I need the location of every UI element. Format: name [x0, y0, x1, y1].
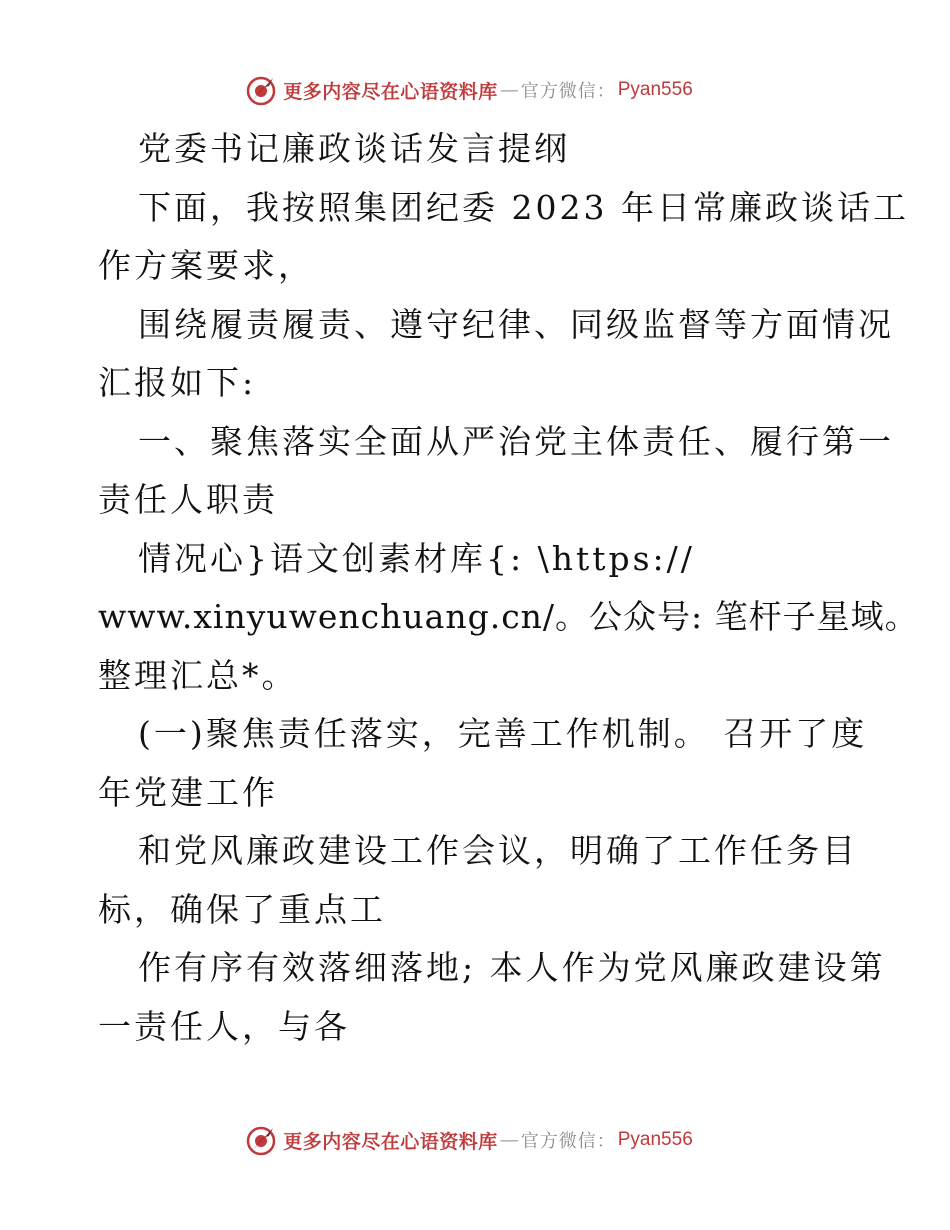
subsection-heading-line: (一)聚焦责任落实，完善工作机制。 召开了度 [138, 714, 868, 753]
paragraph-line: 围绕履责履责、遵守纪律、同级监督等方面情况 [138, 304, 894, 344]
paragraph-line: 汇报如下: [98, 363, 257, 402]
paragraph-line: 标，确保了重点工 [98, 889, 386, 929]
paragraph-line: 作有序有效落细落地; 本人作为党风廉政建设第 [138, 948, 886, 987]
watermark-title: 更多内容尽在心语资料库 [283, 1130, 498, 1153]
watermark-wechat-label: 官方微信： [520, 81, 616, 102]
section-heading-line: 一、聚焦落实全面从严治党主体责任、履行第一 [138, 421, 894, 461]
quill-logo-icon [243, 72, 279, 108]
watermark-title: 更多内容尽在心语资料库 [283, 80, 498, 103]
paragraph-line: 情况心}语文创素材库{: \https:// [138, 538, 695, 578]
paragraph-line: 年党建工作 [98, 772, 278, 812]
footer-watermark [0, 1122, 950, 1158]
header-watermark [0, 72, 950, 108]
watermark-wechat-id: Pyan556 [617, 1129, 693, 1150]
section-heading-line: 责任人职责 [98, 480, 278, 519]
watermark-separator: — [499, 1129, 519, 1151]
paragraph-line: 下面，我按照集团纪委 2023 年日常廉政谈话工 [138, 187, 909, 227]
document-body [98, 120, 919, 1056]
watermark-separator: — [499, 79, 519, 101]
watermark-wechat-label: 官方微信： [520, 1131, 616, 1152]
paragraph-line: 一责任人，与各 [98, 1006, 350, 1046]
paragraph-line: 作方案要求， [98, 246, 314, 285]
watermark-wechat-id: Pyan556 [617, 79, 693, 100]
paragraph-line: www.xinyuwenchuang.cn/。公众号: 笔杆子星域。 [98, 597, 919, 636]
paragraph-line: 和党风廉政建设工作会议，明确了工作任务目 [138, 831, 858, 870]
quill-logo-icon [243, 1122, 279, 1158]
document-title: 党委书记廉政谈话发言提纲 [138, 129, 570, 168]
paragraph-line: 整理汇总*。 [98, 655, 298, 695]
